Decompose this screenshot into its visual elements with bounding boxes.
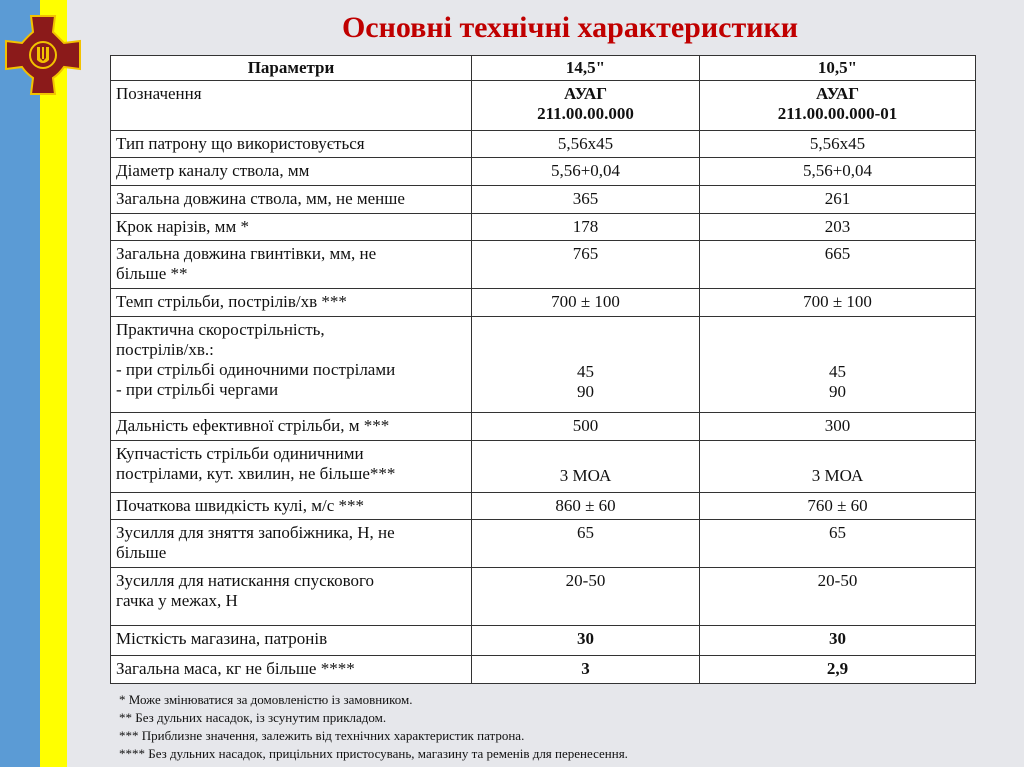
table-row <box>111 131 976 158</box>
value-cell <box>700 131 976 158</box>
value-cell <box>700 214 976 241</box>
cell-line: 2,9 <box>826 659 849 678</box>
parameter-cell <box>111 520 472 568</box>
parameter-cell <box>111 81 472 131</box>
cell-line: 5,56+0,04 <box>550 161 621 180</box>
value-cell <box>472 81 700 131</box>
table-row <box>111 441 976 493</box>
cell-line: Дальність ефективної стрільби, м *** <box>116 416 390 435</box>
value-cell <box>700 520 976 568</box>
cell-line: 3 МОА <box>559 466 612 485</box>
table-row <box>111 413 976 441</box>
cell-line: 365 <box>572 189 599 208</box>
cell-line: 700 ± 100 <box>551 292 620 311</box>
cell-line: Початкова швидкість кулі, м/с *** <box>116 496 364 515</box>
value-cell <box>700 158 976 186</box>
parameter-cell <box>111 413 472 441</box>
cell-line: 500 <box>572 416 599 435</box>
value-cell <box>700 186 976 214</box>
value-cell <box>700 441 976 493</box>
cell-line: 20-50 <box>817 571 858 590</box>
footnote: * Може змінюватися за домовленістю із замовником. <box>119 692 413 707</box>
cell-line: 5,56х45 <box>809 134 866 153</box>
parameter-cell <box>111 186 472 214</box>
value-cell <box>700 317 976 413</box>
cell-line <box>705 342 970 362</box>
cell-line: Практична скорострільність, <box>116 320 325 339</box>
cell-line: Позначення <box>116 84 202 103</box>
cell-line: 90 <box>577 382 594 401</box>
cell-line: Діаметр каналу ствола, мм <box>116 161 310 180</box>
footnote: ** Без дульних насадок, із зсунутим прикладом. <box>119 710 387 725</box>
value-cell <box>700 626 976 656</box>
table-row <box>111 214 976 241</box>
value-cell <box>472 317 700 413</box>
cell-line: 300 <box>824 416 851 435</box>
cell-line: Крок нарізів, мм * <box>116 217 249 236</box>
cell-line: 65 <box>829 523 846 542</box>
value-cell <box>472 520 700 568</box>
cell-line: 665 <box>824 244 851 263</box>
table-row <box>111 81 976 131</box>
footnotes <box>119 691 628 763</box>
cell-line: пострілів/хв.: <box>116 340 214 359</box>
value-cell <box>472 186 700 214</box>
cell-line: Темп стрільби, пострілів/хв *** <box>116 292 347 311</box>
table-row <box>111 317 976 413</box>
cell-line: гачка у межах, Н <box>116 591 238 610</box>
value-cell <box>700 568 976 626</box>
parameter-cell <box>111 493 472 520</box>
cell-line: 30 <box>829 629 846 648</box>
cell-line: 65 <box>577 523 594 542</box>
cell-line: - при стрільбі чергами <box>116 380 279 399</box>
parameter-cell <box>111 317 472 413</box>
parameter-cell <box>111 441 472 493</box>
header-parameters: Параметри <box>111 56 472 81</box>
parameter-cell <box>111 568 472 626</box>
value-cell <box>700 289 976 317</box>
cell-line: більше ** <box>116 264 188 283</box>
flag-stripe-yellow <box>40 0 67 767</box>
value-cell <box>472 493 700 520</box>
parameter-cell <box>111 289 472 317</box>
table-body <box>111 81 976 684</box>
table-header-row <box>111 56 976 81</box>
cell-line: Місткість магазина, патронів <box>116 629 328 648</box>
cell-line: Зусилля для натискання спускового <box>116 571 375 590</box>
cell-line: 3 МОА <box>811 466 864 485</box>
cell-line <box>705 446 970 466</box>
value-cell <box>472 413 700 441</box>
cell-line: 765 <box>572 244 599 263</box>
value-cell <box>700 413 976 441</box>
parameter-cell <box>111 131 472 158</box>
table-row <box>111 626 976 656</box>
value-cell <box>700 656 976 684</box>
cell-line: 5,56х45 <box>557 134 614 153</box>
cell-line: АУАГ <box>815 84 860 103</box>
table-row <box>111 568 976 626</box>
table-row <box>111 158 976 186</box>
cell-line: 45 <box>577 362 594 381</box>
table-row <box>111 493 976 520</box>
parameter-cell <box>111 241 472 289</box>
header-10-5: 10,5" <box>700 56 976 81</box>
value-cell <box>472 289 700 317</box>
cell-line <box>477 342 694 362</box>
table-row <box>111 289 976 317</box>
footnote: **** Без дульних насадок, прицільних пристосувань, магазину та ременів для перенесення. <box>119 746 628 761</box>
footnote: *** Приблизне значення, залежить від технічних характеристик патрона. <box>119 728 525 743</box>
cell-line: Купчастість стрільби одиничними <box>116 444 364 463</box>
cell-line: - при стрільбі одиночними пострілами <box>116 360 396 379</box>
value-cell <box>700 81 976 131</box>
cell-line: Зусилля для зняття запобіжника, Н, не <box>116 523 395 542</box>
cell-line: Загальна довжина гвинтівки, мм, не <box>116 244 377 263</box>
cell-line: Загальна довжина ствола, мм, не менше <box>116 189 405 208</box>
parameter-cell <box>111 214 472 241</box>
parameter-cell <box>111 656 472 684</box>
cell-line: АУАГ <box>563 84 608 103</box>
table-row <box>111 241 976 289</box>
cell-line: 20-50 <box>565 571 606 590</box>
header-14-5: 14,5" <box>472 56 700 81</box>
cell-line: Загальна маса, кг не більше **** <box>116 659 355 678</box>
cell-line: 860 ± 60 <box>555 496 616 515</box>
value-cell <box>472 656 700 684</box>
value-cell <box>472 214 700 241</box>
cell-line: 261 <box>824 189 851 208</box>
value-cell <box>472 441 700 493</box>
cell-line: 760 ± 60 <box>807 496 868 515</box>
cell-line <box>477 446 694 466</box>
cell-line: 178 <box>572 217 599 236</box>
cell-line: 211.00.00.000 <box>537 104 634 123</box>
value-cell <box>472 568 700 626</box>
parameter-cell <box>111 626 472 656</box>
cell-line: пострілами, кут. хвилин, не більше*** <box>116 464 396 483</box>
cell-line: 3 <box>581 659 590 678</box>
value-cell <box>472 131 700 158</box>
cell-line: 700 ± 100 <box>803 292 872 311</box>
parameter-cell <box>111 158 472 186</box>
value-cell <box>472 241 700 289</box>
value-cell <box>472 626 700 656</box>
table-row <box>111 186 976 214</box>
table-row <box>111 656 976 684</box>
cell-line: Тип патрону що використовується <box>116 134 365 153</box>
page-title: Основні технічні характеристики <box>341 11 799 44</box>
flag-stripe-blue <box>0 0 40 767</box>
cell-line: 30 <box>577 629 594 648</box>
value-cell <box>700 493 976 520</box>
specs-table <box>110 55 976 684</box>
cell-line: 90 <box>829 382 846 401</box>
table-row <box>111 520 976 568</box>
value-cell <box>472 158 700 186</box>
value-cell <box>700 241 976 289</box>
cell-line: більше <box>116 543 167 562</box>
cell-line: 203 <box>824 217 851 236</box>
cell-line: 45 <box>829 362 846 381</box>
cell-line: 5,56+0,04 <box>802 161 873 180</box>
cell-line: 211.00.00.000-01 <box>777 104 898 123</box>
